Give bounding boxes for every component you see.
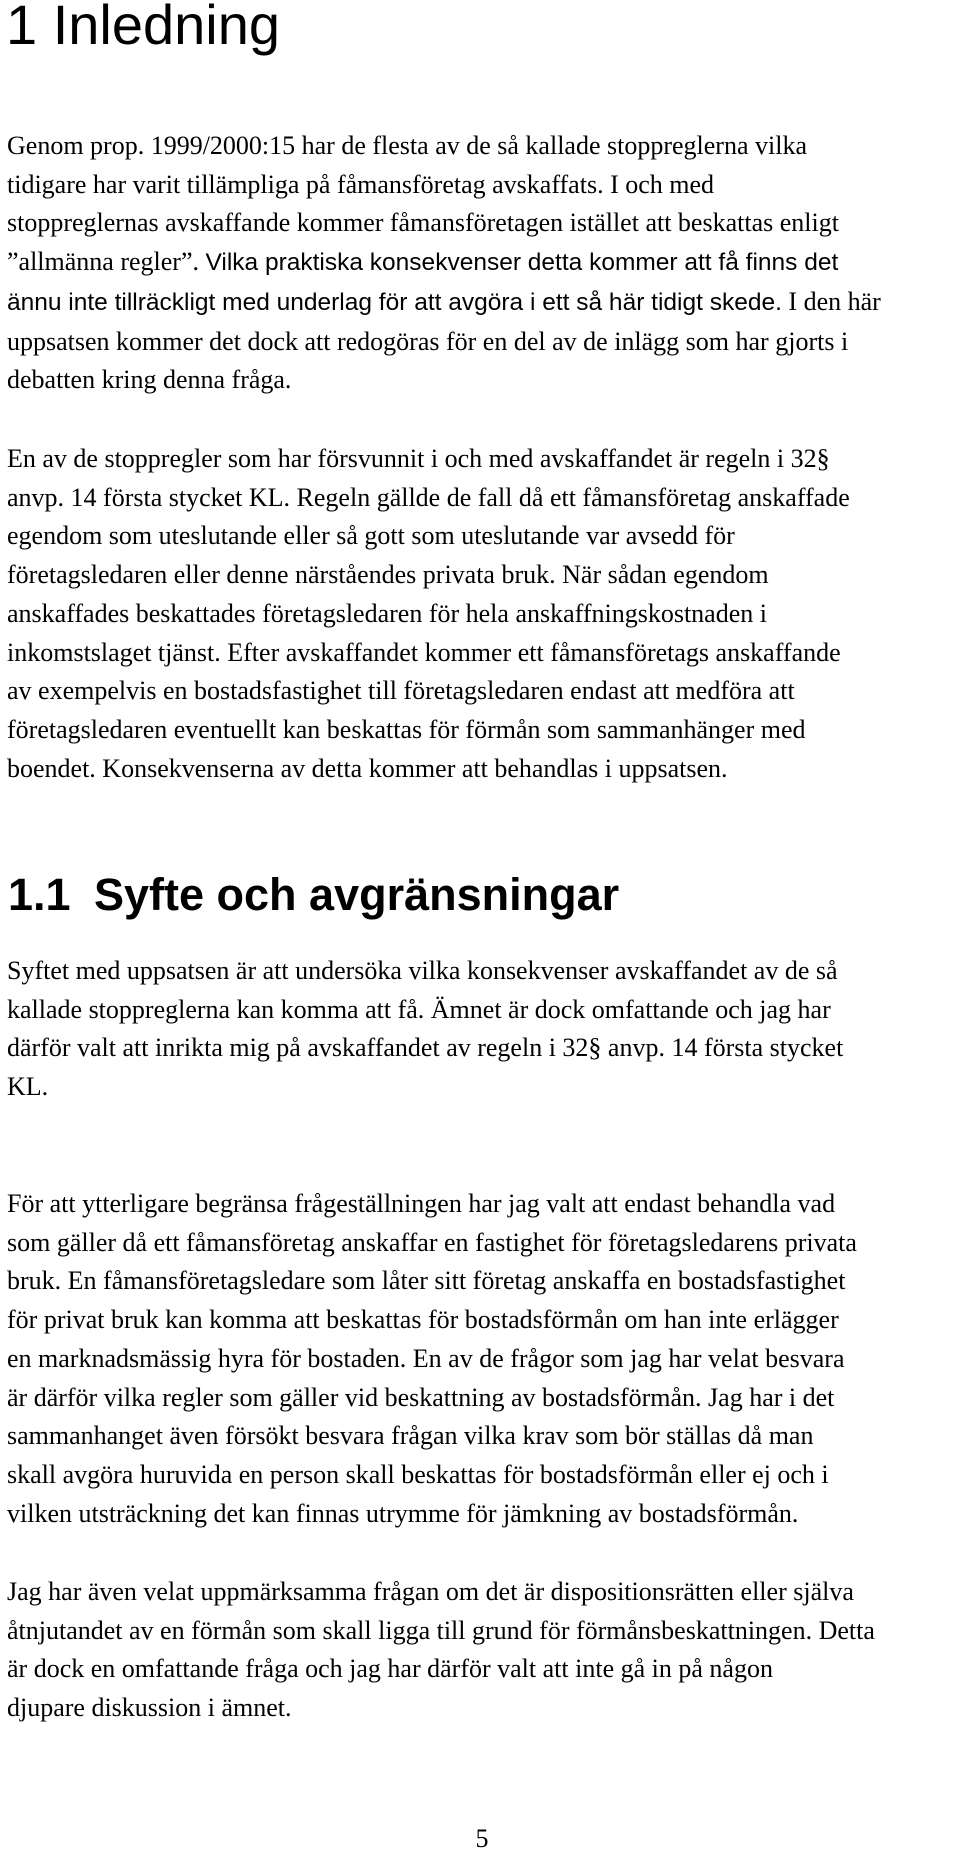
paragraph-intro-part2: Vilka praktiska konsekvenser detta kommer att få finns det ännu inte tillräckligt med underlag för att avgöra i ett så här tidigt skede. [7,249,839,316]
page-number-text: 5 [475,1824,489,1853]
paragraph-syfte: Syftet med uppsatsen är att undersöka vilka konsekvenser avskaffandet av de så kallade stoppreglerna kan komma att få. Ämnet är dock omfattande och jag har därför valt att inrikta mig på avskaffandet av regeln i 32§ anvp. 14 första stycket KL. [7,956,844,1102]
paragraph-dispositionsratt: Jag har även velat uppmärksamma frågan om det är dispositionsrätten eller själva åtnjutandet av en förmån som skall ligga till grund för förmånsbeskattningen. Detta är dock en omfattande fråga och jag har därför valt att inte gå in på någon djupare diskussion i ämnet. [7,1577,875,1723]
section-heading [8,865,619,925]
section-number: 1.1 [8,869,71,920]
paragraph-intro-part1: Genom prop. 1999/2000:15 har de flesta av de så kallade stoppreglerna vilka tidigare har varit tillämpliga på fåmansföretag avskaffats. I och med stoppreglernas avskaffande kommer fåmansföretagen istället att beskattas enligt ”allmänna regler”. [7,131,839,277]
chapter-heading: 1 Inledning [6,0,281,56]
paragraph-intro [7,127,952,400]
section-title: Syfte och avgränsningar [94,869,620,920]
paragraph-stoppregel: En av de stoppregler som har försvunnit i och med avskaffandet är regeln i 32§ anvp. 14 första stycket KL. Regeln gällde de fall då ett fåmansföretag anskaffade egendom som uteslutande eller så gott som uteslutande var avsedd för företagsledaren eller denne närståendes privata bruk. När sådan egendom anskaffades beskattades företagsledaren för hela anskaffningskostnaden i inkomstslaget tjänst. Efter avskaffandet kommer ett fåmansföretags anskaffande av exempelvis en bostadsfastighet till företagsledaren endast att medföra att företagsledaren eventuellt kan beskattas för förmån som sammanhänger med boendet. Konsekvenserna av detta kommer att behandlas i uppsatsen. [7,444,850,783]
paragraph-intro-part3: I den här uppsatsen kommer det dock att redogöras för en del av de inlägg som har gjorts i debatten kring denna fråga. [7,286,881,395]
paragraph-avgransning: För att ytterligare begränsa frågeställningen har jag valt att endast behandla vad som gäller då ett fåmansföretag anskaffar en fastighet för företagsledarens privata bruk. En fåmansföretagsledare som låter sitt företag anskaffa en bostadsfastighet för privat bruk kan komma att beskattas för bostadsförmån om han inte erlägger en marknadsmässig hyra för bostaden. En av de frågor som jag har velat besvara är därför vilka regler som gäller vid beskattning av bostadsförmån. Jag har i det sammanhanget även försökt besvara frågan vilka krav som bör ställas då man skall avgöra huruvida en person skall beskattas för bostadsförmån eller ej och i vilken utsträckning det kan finnas utrymme för jämkning av bostadsförmån. [7,1189,857,1528]
page-number [0,1824,960,1854]
